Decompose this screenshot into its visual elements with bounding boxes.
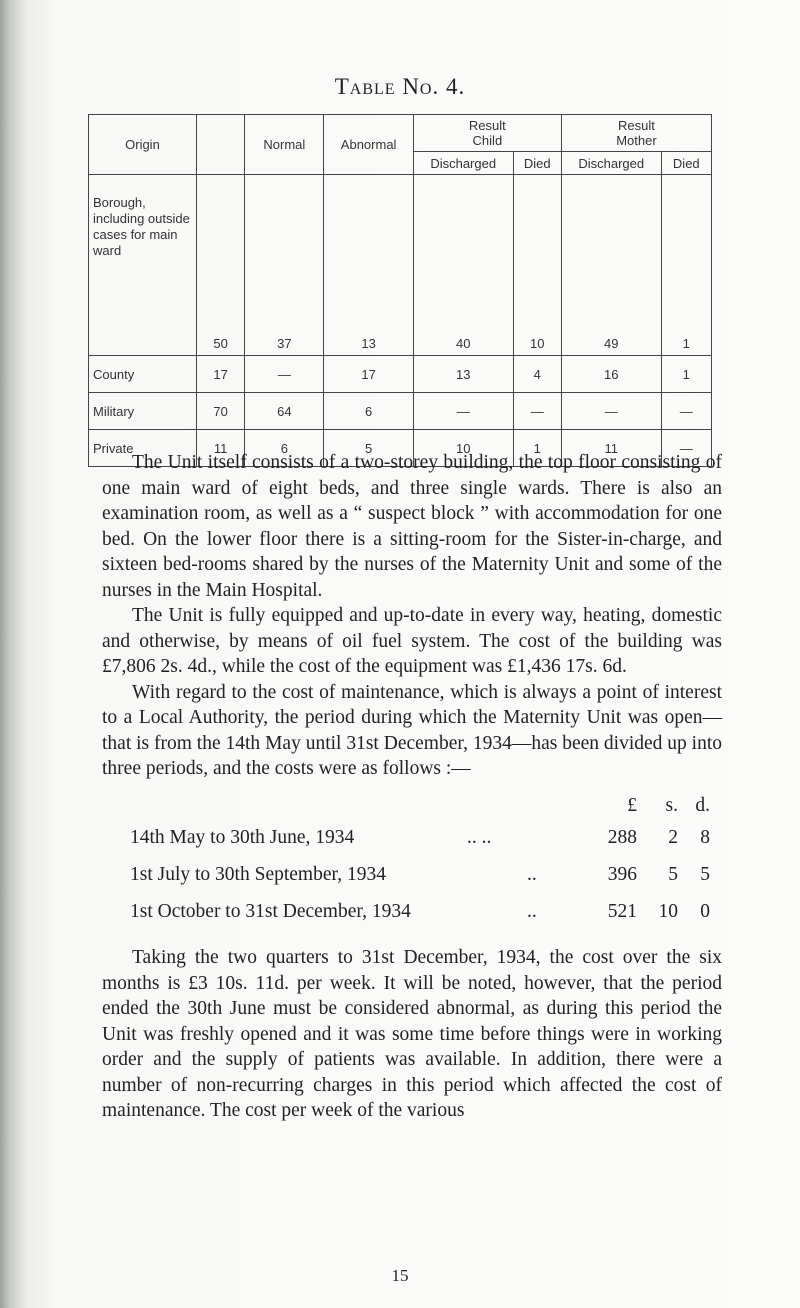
result-mother-header bbox=[561, 115, 711, 152]
origin-cell: Private bbox=[89, 430, 197, 467]
pence-header: d. bbox=[695, 795, 710, 816]
total-cell: 50 bbox=[196, 175, 244, 356]
cost-shillings: 10 bbox=[658, 901, 678, 922]
costs-header-row bbox=[102, 795, 722, 827]
mother-discharged-header: Discharged bbox=[561, 152, 661, 175]
mother-discharged-cell: 49 bbox=[561, 175, 661, 356]
cost-pence: 0 bbox=[700, 901, 710, 922]
cost-row bbox=[102, 864, 722, 901]
total-cell: 11 bbox=[196, 430, 244, 467]
paragraph: Taking the two quarters to 31st December, 1934, the cost over the six months is £3 10s. 11d. per week. It will be noted, however, that the period ended the 30th June must be considered abnormal, as during this period the Unit was freshly opened and it was some time before things were in working order and the supply of patients was available. In addition, there were a number of non-recurring charges in this period which affected the cost of maintenance. The cost per week of the various bbox=[102, 947, 722, 1121]
maintenance-costs bbox=[102, 795, 722, 938]
cost-period: 1st October to 31st December, 1934 bbox=[130, 901, 411, 922]
mother-discharged-cell: 16 bbox=[561, 356, 661, 393]
cost-pounds: 396 bbox=[607, 864, 637, 885]
mother-died-header: Died bbox=[661, 152, 711, 175]
child-discharged-header: Discharged bbox=[413, 152, 513, 175]
origin-cell: Military bbox=[89, 393, 197, 430]
result-mother-label: Result Mother bbox=[616, 118, 657, 148]
mother-died-cell: 1 bbox=[661, 175, 711, 356]
origin-header: Origin bbox=[89, 115, 197, 175]
cost-pounds: 521 bbox=[607, 901, 637, 922]
normal-cell: 37 bbox=[245, 175, 324, 356]
cost-pence: 8 bbox=[700, 827, 710, 848]
abnormal-header: Abnormal bbox=[324, 115, 413, 175]
pound-header: £ bbox=[627, 795, 637, 816]
mother-discharged-cell: 11 bbox=[561, 430, 661, 467]
abnormal-cell: 13 bbox=[324, 175, 413, 356]
cost-period: 14th May to 30th June, 1934 bbox=[130, 827, 355, 848]
table-row bbox=[89, 175, 712, 356]
origin-cell: County bbox=[89, 356, 197, 393]
abnormal-cell: 6 bbox=[324, 393, 413, 430]
mother-died-cell: — bbox=[661, 430, 711, 467]
header-row bbox=[89, 115, 712, 152]
mother-discharged-cell: — bbox=[561, 393, 661, 430]
paragraph: With regard to the cost of maintenance, which is always a point of interest to a Local Authority, the period during which the Maternity Unit was open—that is from the 14th May until 31st December, 1934—has been divided up into three periods, and the costs were as follows :— bbox=[102, 681, 722, 779]
child-discharged-cell: 13 bbox=[413, 356, 513, 393]
cost-row bbox=[102, 827, 722, 864]
cost-row bbox=[102, 901, 722, 938]
mother-died-cell: 1 bbox=[661, 356, 711, 393]
table-row bbox=[89, 393, 712, 430]
total-header bbox=[196, 115, 244, 175]
leader-dots: .. .. bbox=[467, 827, 492, 848]
child-died-header: Died bbox=[513, 152, 561, 175]
normal-cell: — bbox=[245, 356, 324, 393]
abnormal-cell: 17 bbox=[324, 356, 413, 393]
normal-cell: 6 bbox=[245, 430, 324, 467]
cost-shillings: 2 bbox=[668, 827, 678, 848]
leader-dots: .. bbox=[527, 864, 537, 885]
abnormal-cell: 5 bbox=[324, 430, 413, 467]
total-cell: 17 bbox=[196, 356, 244, 393]
origin-cell: Borough, including outside cases for main ward bbox=[89, 175, 197, 356]
table-row bbox=[89, 356, 712, 393]
total-cell: 70 bbox=[196, 393, 244, 430]
paragraph: The Unit is fully equipped and up-to-date in every way, heating, domestic and otherwise, by means of oil fuel system. The cost of the building was £7,806 2s. 4d., while the cost of the equipment was £1,436 17s. 6d. bbox=[102, 605, 722, 677]
page-number: 15 bbox=[391, 1266, 409, 1285]
normal-header: Normal bbox=[245, 115, 324, 175]
table-title: Table No. 4. bbox=[334, 74, 466, 99]
child-died-cell: — bbox=[513, 393, 561, 430]
shillings-header: s. bbox=[665, 795, 678, 816]
cost-pounds: 288 bbox=[607, 827, 637, 848]
cost-pence: 5 bbox=[700, 864, 710, 885]
origin-results-table bbox=[88, 114, 712, 467]
closing-text bbox=[102, 945, 722, 1124]
leader-dots: .. bbox=[527, 901, 537, 922]
child-died-cell: 10 bbox=[513, 175, 561, 356]
child-died-cell: 1 bbox=[513, 430, 561, 467]
normal-cell: 64 bbox=[245, 393, 324, 430]
cost-period: 1st July to 30th September, 1934 bbox=[130, 864, 386, 885]
child-died-cell: 4 bbox=[513, 356, 561, 393]
result-child-label: Result Child bbox=[468, 118, 506, 148]
child-discharged-cell: 40 bbox=[413, 175, 513, 356]
child-discharged-cell: — bbox=[413, 393, 513, 430]
result-child-header bbox=[413, 115, 561, 152]
mother-died-cell: — bbox=[661, 393, 711, 430]
body-text bbox=[102, 450, 722, 782]
cost-shillings: 5 bbox=[668, 864, 678, 885]
paragraph: The Unit itself consists of a two-storey building, the top floor consisting of one main ward of eight beds, and three single wards. There is also an examination room, as well as a “ suspect block ” with accommodation for one bed. On the lower floor there is a sitting-room for the Sister-in-charge, and sixteen bed-rooms shared by the nurses of the Maternity Unit and some of the nurses in the Main Hospital. bbox=[102, 452, 722, 601]
child-discharged-cell: 10 bbox=[413, 430, 513, 467]
